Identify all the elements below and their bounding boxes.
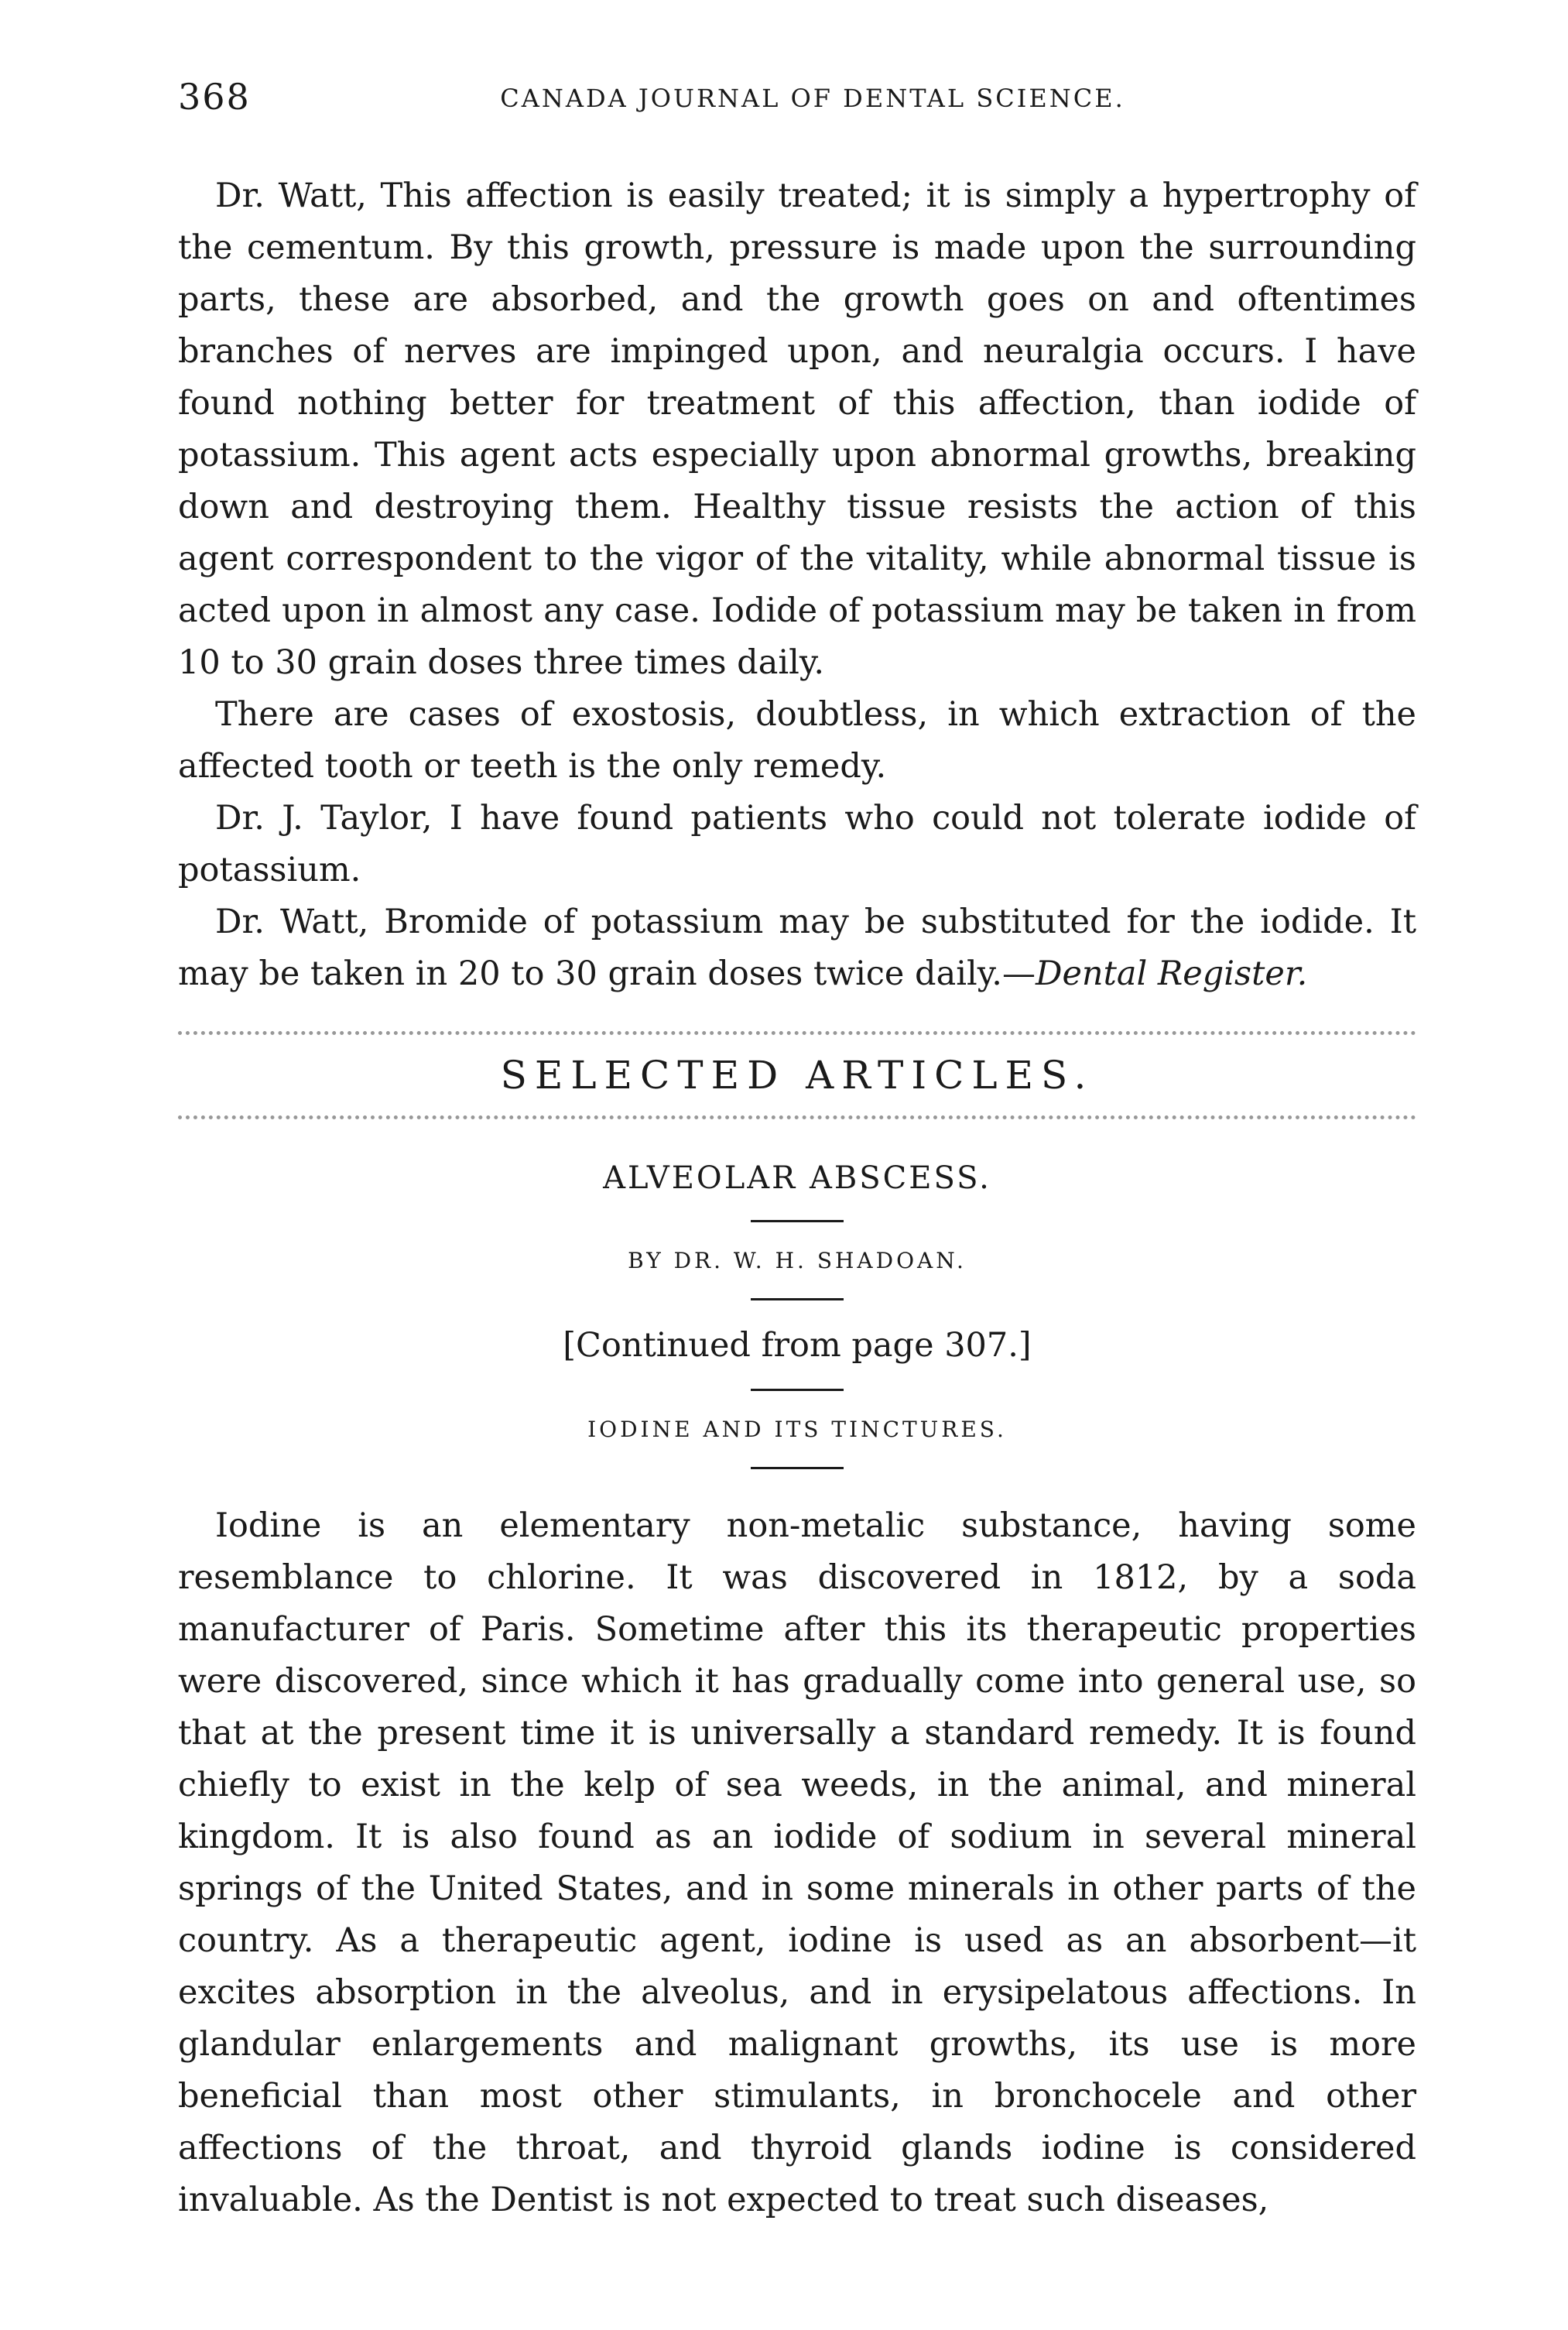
section-heading: SELECTED ARTICLES. [500, 1053, 1094, 1098]
article-body-paragraph: Iodine is an elementary non-metalic substance, having some resemblance to chlorine. It was discovered in 1812, by a soda manufacturer of Paris. Sometime after this its therapeutic properties were discovered, since which it has gradually come into general use, so that at the present time it is universally a standard remedy. It is found chiefly to exist in the kelp of sea weeds, in the animal, and mineral kingdom. It is also found as an iodide of sodium in several mineral springs of the United States, and in some minerals in other parts of the country. As a therapeutic agent, iodine is used as an absorbent—it excites absorption in the alveolus, and in erysipelatous affections. In glandular enlargements and malignant growths, its use is more beneficial than most other stimulants, in bronchocele and other affections of the throat, and thyroid glands iodine is considered invaluable. As the Dentist is not expected to treat such diseases, [178, 1506, 1416, 2219]
discussion-paragraph: Dr. J. Taylor, I have found patients who could not tolerate iodide of potassium. [178, 799, 1416, 889]
dotted-divider-top [178, 1031, 1416, 1035]
journal-title: CANADA JOURNAL OF DENTAL SCIENCE. [500, 84, 1125, 113]
article-title: ALVEOLAR ABSCESS. [603, 1160, 991, 1196]
discussion-paragraph: There are cases of exostosis, doubtless, in which extraction of the affected tooth or teeth is the only remedy. [178, 695, 1416, 786]
article-byline: BY DR. W. H. SHADOAN. [628, 1248, 967, 1273]
continued-note: [Continued from page 307.] [563, 1326, 1032, 1365]
discussion-text: Dr. Watt, Bromide of potassium may be substituted for the iodide. It may be taken in 20 to 30 grain doses twice daily.— [178, 903, 1416, 993]
discussion-paragraph-last [178, 896, 1416, 1000]
page [178, 62, 1416, 2226]
short-divider [751, 1298, 844, 1300]
short-divider [751, 1389, 844, 1391]
short-divider [751, 1467, 844, 1469]
dotted-divider-bottom [178, 1115, 1416, 1119]
short-divider [751, 1220, 844, 1222]
page-number: 368 [178, 76, 251, 118]
subsection-heading: IODINE AND ITS TINCTURES. [587, 1417, 1007, 1442]
discussion-paragraph: Dr. Watt, This affection is easily treated; it is simply a hypertrophy of the cementum. By this growth, pressure is made upon the surrounding parts, these are absorbed, and the growth goes on and oftentimes branches of nerves are impinged upon, and neuralgia occurs. I have found nothing better for treatment of this affection, than iodide of potassium. This agent acts especially upon abnormal growths, breaking down and destroying them. Healthy tissue resists the action of this agent correspondent to the vigor of the vitality, while abnormal tissue is acted upon in almost any case. Iodide of potassium may be taken in from 10 to 30 grain doses three times daily. [178, 176, 1416, 682]
source-citation: Dental Register. [1035, 954, 1308, 993]
running-head [178, 62, 1416, 124]
